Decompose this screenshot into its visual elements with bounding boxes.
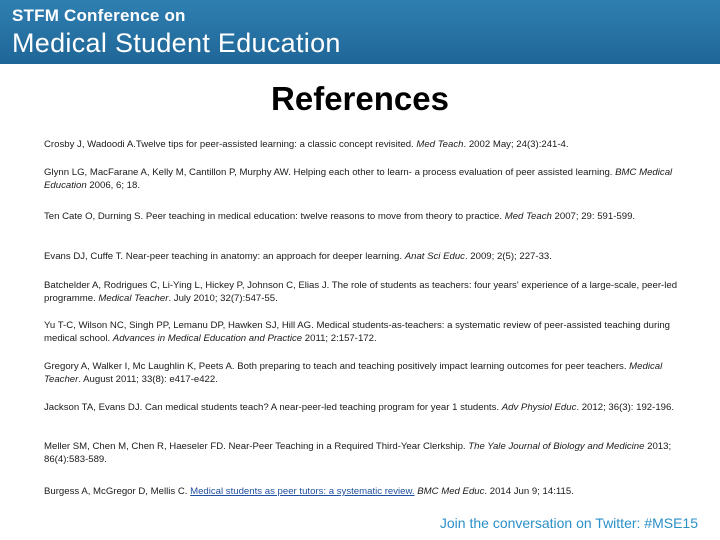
reference-item: Jackson TA, Evans DJ. Can medical students teach? A near-peer-led teaching program for year 1 students. Adv Physiol Educ. 2012; 36(3): 192-196.	[44, 402, 674, 413]
conference-name-line2: Medical Student Education	[12, 28, 341, 58]
reference-item: Glynn LG, MacFarane A, Kelly M, Cantillon P, Murphy AW. Helping each other to learn- a process evaluation of peer assisted learning. BMC Medical Education 2006, 6; 18.	[44, 167, 673, 191]
reference-item: Batchelder A, Rodrigues C, Li-Ying L, Hickey P, Johnson C, Elias J. The role of students as teachers: four years' experience of a large-scale, peer-led programme. Medical Teacher. July 2010; 32(7):547-55.	[44, 280, 678, 304]
reference-item: Meller SM, Chen M, Chen R, Haeseler FD. Near-Peer Teaching in a Required Third-Year Clerkship. The Yale Journal of Biology and Medicine 2013; 86(4):583-589.	[44, 441, 672, 465]
reference-item: Ten Cate O, Durning S. Peer teaching in medical education: twelve reasons to move from theory to practice. Med Teach 2007; 29: 591-599.	[44, 211, 636, 222]
reference-item: Crosby J, Wadoodi A.Twelve tips for peer-assisted learning: a classic concept revisited. Med Teach. 2002 May; 24(3):241-4.	[44, 139, 569, 150]
reference-item: Gregory A, Walker I, Mc Laughlin K, Peets A. Both preparing to teach and teaching positively impact learning outcomes for peer teachers. Medical Teacher. August 2011; 33(8): e417-e422.	[44, 361, 663, 385]
reference-item: Yu T-C, Wilson NC, Singh PP, Lemanu DP, Hawken SJ, Hill AG. Medical students-as-teachers: a systematic review of peer-assisted teaching during medical school. Advances in Medical Education and Practice 2011; 2:157-172.	[44, 320, 671, 344]
reference-item: Evans DJ, Cuffe T. Near-peer teaching in anatomy: an approach for deeper learning. Anat Sci Educ. 2009; 2(5); 227-33.	[44, 251, 552, 262]
twitter-footer: Join the conversation on Twitter: #MSE15	[439, 515, 698, 531]
reference-item: Burgess A, McGregor D, Mellis C. Medical students as peer tutors: a systematic review. BMC Med Educ. 2014 Jun 9; 14:115.	[44, 486, 574, 497]
conference-header-banner	[0, 0, 720, 64]
reference-link[interactable]: Medical students as peer tutors: a systematic review.	[190, 486, 415, 497]
conference-name-line1: STFM Conference on	[12, 6, 186, 25]
slide-title: References	[271, 80, 449, 117]
